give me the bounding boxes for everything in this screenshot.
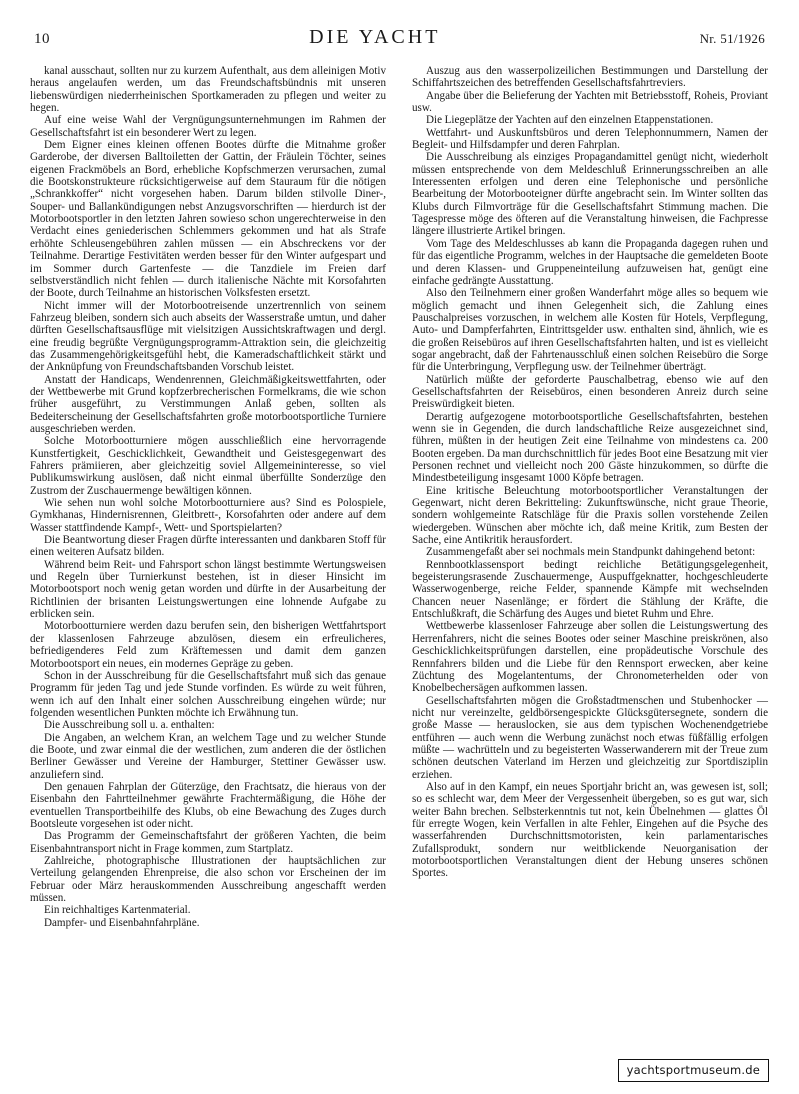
paragraph: Zusammengefaßt aber sei nochmals mein Standpunkt dahingehend betont: <box>426 546 756 559</box>
paragraph: Ein reichhaltiges Kartenmaterial. <box>44 904 191 917</box>
paragraph: Auf eine weise Wahl der Vergnügungsunternehmungen im Rahmen der Gesellschaftsfahrt ist ein besonderer Wert zu legen. <box>30 114 386 139</box>
paragraph: Auszug aus den wasserpolizeilichen Bestimmungen und Darstellung der Schiffahrtszeichen des betreffenden Gesellschaftsfahrtreviers. <box>412 65 768 90</box>
paragraph: Eine kritische Beleuchtung motorbootsportlicher Veranstaltungen der Gegenwart, nicht deren Bekritteling: Zukunftswünsche, nicht graue Theorie, sondern wohlgemeinte Ratschläge für die Praxis sollen vorstehende Zeilen wiedergeben. Wünschen aber möchte ich, daß meine Kritik, zum Besten der Sache, eine Antikritik herausfordert. <box>412 484 768 547</box>
paragraph: kanal ausschaut, sollten nur zu kurzem Aufenthalt, aus dem alleinigen Motiv heraus angelaufen werden, um das Freundschaftsbündnis mit unseren liebenswürdigen niederrheinischen Sportkameraden zu pflegen und weiter zu hegen. <box>30 65 386 115</box>
page-masthead <box>30 26 769 49</box>
paragraph: Die Beantwortung dieser Fragen dürfte interessanten und dankbaren Stoff für einen weiteren Aufsatz bilden. <box>30 534 386 559</box>
paragraph: Also den Teilnehmern einer großen Wanderfahrt möge alles so bequem wie möglich gemacht und ihnen Gelegenheit sich, die Zahlung eines Pauschalpreises vorzuschen, in welchem alle Kosten für Hotels, Verpflegung, Auto- und Dampferfahrten, Eintrittsgelder usw. enthalten sind, ähnlich, wie es die großen Reisebüros auf ihren Gesellschaftsfahrten halten, und ist es vielleicht sogar angebracht, daß der Fahrtenausschluß einen solchen Reisebüro die Sorge für die Unterbringung, Verpflegung usw. der Teilnehmer überträgt. <box>412 287 768 374</box>
issue-number: Nr. 51/1926 <box>699 31 765 46</box>
page-footer <box>0 1059 799 1082</box>
paragraph: Wettfahrt- und Auskunftsbüros und deren Telephonnummern, Namen der Begleit- und Hilfsdampfer und deren Fahrplan. <box>412 126 768 152</box>
paragraph: Anstatt der Handicaps, Wendenrennen, Gleichmäßigkeitswettfahrten, oder der Wettbewerbe mit Grund kopfzerbrecherischen Formelkrams, die wie schon früher ausgeführt, zu Verstimmungen Anlaß geben, sollten als Bedeiterscheinung der Gesellschaftsfahrten große motorbootsportliche Turniere ausgeschrieben werden. <box>30 373 386 435</box>
source-watermark: yachtsportmuseum.de <box>618 1059 769 1082</box>
column-left <box>30 65 386 929</box>
publication-title: DIE YACHT <box>309 26 441 48</box>
paragraph: Das Programm der Gemeinschaftsfahrt der größeren Yachten, die beim Eisenbahntransport nicht in Frage kommen, zum Startplatz. <box>30 830 386 855</box>
paragraph: Schon in der Ausschreibung für die Gesellschaftsfahrt muß sich das genaue Programm für jeden Tag und jede Stunde vorfinden. Es würde zu weit führen, wenn ich auf den Inhalt einer solchen Ausschreibung eingehen würde; nur folgenden wesentlichen Punkten möchte ich Erwähnung tun. <box>30 669 386 719</box>
paragraph: Wettbewerbe klassenloser Fahrzeuge aber sollen die Leistungswertung des Herrenfahrers, nicht die seines Bootes oder seiner Maschine preiskrönen, also Geschicklichkeitsprüfungen darstellen, eine propädeutische Vorschule des Rennfahrers bilden und die Liebe für den Rennsport erwecken, aber keine Züchtung des Mogelantentums, der Chronometerhelden oder von Knobelbechersägen aufkommen lassen. <box>412 620 768 695</box>
paragraph: Vom Tage des Meldeschlusses ab kann die Propaganda dagegen ruhen und für das eigentliche Programm, welches in der Hauptsache die gemeldeten Boote und deren Klassen- und Gruppeneinteilung aufzuweisen hat, genügt eine einfache gedrängte Ausstattung. <box>412 237 768 287</box>
paragraph: Natürlich müßte der geforderte Pauschalbetrag, ebenso wie auf den Gesellschaftsfahrten der Reisebüros, einen besonderen Anreiz durch seine Preiswürdigkeit bieten. <box>412 373 768 411</box>
paragraph: Die Ausschreibung als einziges Propagandamittel genügt nicht, wiederholt müssen entsprechende von dem Meldeschluß Erinnerungsschreiben an alle Interessenten erfolgen und deren eine Telephonische und persönliche Bearbeitung der Motorbooteigner dürfte angebracht sein. Im Winter sollten das Klubs durch Filmvorträge für die Gesellschaftsfahrt Stimmung machen. Die Tagespresse möge des öfteren auf die Veranstaltung hinweisen, die Fachpresse längere illustrierte Artikel bringen. <box>412 151 768 238</box>
paragraph: Die Liegeplätze der Yachten auf den einzelnen Etappenstationen. <box>426 114 714 127</box>
paragraph: Wie sehen nun wohl solche Motorbootturniere aus? Sind es Polospiele, Gymkhanas, Hindernisrennen, Gleitbrett-, Korsofahrten oder andere auf dem Wasser stattfindende Kampf-, Wett- und Sportspielarten? <box>30 497 386 534</box>
paragraph: Also auf in den Kampf, ein neues Sportjahr bricht an, was gewesen ist, soll; so es schlecht war, dem Meer der Vergessenheit übergeben, so es gut war, sich weiter Bahn brechen. Selbsterkenntnis tut not, kein Übelnehmen — glattes Öl für erregte Wogen, kein Verfallen in alte Fehler, Eingehen auf die Psyche des wasserfahrenden Durchschnittsmotoristen, kein parlamentarisches Zufallsprodukt, sondern nur weitblickende Neuorganisation der motorbootsportlichen Veranstaltungen dient der Hebung unseres schönen Sportes. <box>412 780 768 880</box>
paragraph: Dampfer- und Eisenbahnfahrpläne. <box>44 916 200 929</box>
paragraph: Angabe über die Belieferung der Yachten mit Betriebsstoff, Roheis, Proviant usw. <box>412 89 768 115</box>
paragraph: Nicht immer will der Motorbootreisende unzertrennlich von seinem Fahrzeug bleiben, sondern sich auch abseits der Wasserstraße umtun, und daher dürften Gesellschaftsausflüge mit vielsitzigen Aussichtskraftwagen und dergl. eine freudig begrüßte Vergnügungsprogramm-Attraktion sein, die gleichzeitig das Zusammengehörigkeitsgefühl hebt, die Kameradschaftlichkeit stärkt und der Anknüpfung von Freundschaftsbanden Vorschub leistet. <box>30 299 386 374</box>
paragraph: Die Ausschreibung soll u. a. enthalten: <box>44 719 215 732</box>
paragraph: Während beim Reit- und Fahrsport schon längst bestimmte Wertungsweisen und Regeln über Turnierkunst bestehen, ist in dieser Hinsicht im Motorbootsport noch wenig getan worden und dürfte in der Ausarbeitung der Richtlinien der brisanten Leistungswertungen eine lohnende Aufgabe zu erblicken sein. <box>30 558 386 621</box>
paragraph: Dem Eigner eines kleinen offenen Bootes dürfte die Mitnahme großer Garderobe, der diversen Balltoiletten der Gattin, der Fräulein Töchter, seines eigenen Frackmöbels an Bord, erhebliche Kopfschmerzen verursachen, zumal die Bootskonstrukteure rücksichtigerweise auf dem Stauraum für die nötigen „Schrankkoffer“ nicht vorgesehen haben. Darum bilden stilvolle Diner-, Souper- und Ballankündigungen nebst Anzugsvorschriften — hierdurch ist der Motorbootsportler in den letzten Jahren sowieso schon ungerechterweise in den Verdacht eines geniederischen Schlemmers gekommen und hat als Strafe erhöhte Schleusengebühren zahlen müssen — ein Abschreckens vor der Teilnahme. Derartige Festivitäten werden besser für den Winter aufgespart und im Sommer durch Gartenfeste — die Tanzdiele im Freien darf selbstverständlich nicht fehlen — durch italienische Nächte mit Korsofahrten der Boote, durch Teilnahme an historischen Volksfesten ersetzt. <box>30 139 386 300</box>
column-right <box>412 65 768 880</box>
paragraph: Die Angaben, an welchem Kran, an welchem Tage und zu welcher Stunde die Boote, und zwar einmal die der westlichen, zum anderen die der östlichen Berliner Gewässer und Vereine der Hamburger, Stettiner Gewässer usw. anzuliefern sind. <box>30 731 386 781</box>
article-columns <box>30 65 769 929</box>
paragraph: Rennbootklassensport bedingt reichliche Betätigungsgelegenheit, begeisterungsrasende Zuschauermenge, Auspuffgeknatter, hochgeschleuderte Wasserwogenberge, reiche Felder, spannende Kämpfe mit wechselnden Chancen neuer Nasenlänge; er fördert die Stählung der Kräfte, die Entschlußkraft, die Schärfung des Auges und bietet Ruhm und Ehre. <box>412 558 768 621</box>
paragraph: Den genauen Fahrplan der Güterzüge, den Frachtsatz, die hieraus von der Eisenbahn den Fahrtteilnehmer gewährte Frachtermäßigung, die Höhe der eventuellen Transportbeihilfe des Klubs, ob eine Bewachung des Zuges durch Bootsleute vorgesehen ist oder nicht. <box>30 780 386 830</box>
paragraph: Gesellschaftsfahrten mögen die Großstadtmenschen und Stubenhocker — nicht nur vereinzelte, geldbörsengespickte Glücksgütersegnete, sondern die große Masse — herauslocken, sie aus dem typischen Wochenendgetriebe entführen — auch wenn die Werbung zunächst noch etwas füßfällig erfolgen müßte — wachrütteln und zu begeisterten Wasserwanderern mit der Treue zum schönen deutschen Vaterland im Herzen und gleichzeitig zur Sportdisziplin erziehen. <box>412 694 768 781</box>
paragraph: Derartig aufgezogene motorbootsportliche Gesellschaftsfahrten, bestehen wenn sie in Gegenden, die durch landschaftliche Reize ausgezeichnet sind, führen, müßten in der heutigen Zeit eine Teilnahme von mindestens ca. 200 Booten ergeben. Da man durchschnittlich für jedes Boot eine Besatzung mit vier Personen rechnet und vielleicht noch 200 Gäste hinzukommen, so dürfte die Mindestbeteiligung insgesamt 1000 Köpfe betragen. <box>412 410 768 485</box>
paragraph: Zahlreiche, photographische Illustrationen der hauptsächlichen zur Verteilung gelangenden Ehrenpreise, die also schon vor Erscheinen der im Februar oder März herauskommenden Ausschreibung angeschafft werden müssen. <box>30 855 386 905</box>
paragraph: Solche Motorbootturniere mögen ausschließlich eine hervorragende Kunstfertigkeit, Geschicklichkeit, Gewandtheit und Geistesgegenwart des Fahrers prämiieren, aber gleichzeitig soviel Allgemeininteresse, so viel Publikumswirkung auslösen, daß nicht einmal überfüllte Sonderzüge den Zustrom der Zuschauermenge bewältigen können. <box>30 435 386 497</box>
paragraph: Motorbootturniere werden dazu berufen sein, den bisherigen Wettfahrtsport der klassenlosen Fahrzeuge abzulösen, diesem ein erfreulicheres, befriedigenderes Feld zum Kräftemessen und damit dem ganzen Motorbootsport ein neues, ein modernes Gepräge zu geben. <box>30 620 386 670</box>
page-number-left: 10 <box>34 31 50 47</box>
